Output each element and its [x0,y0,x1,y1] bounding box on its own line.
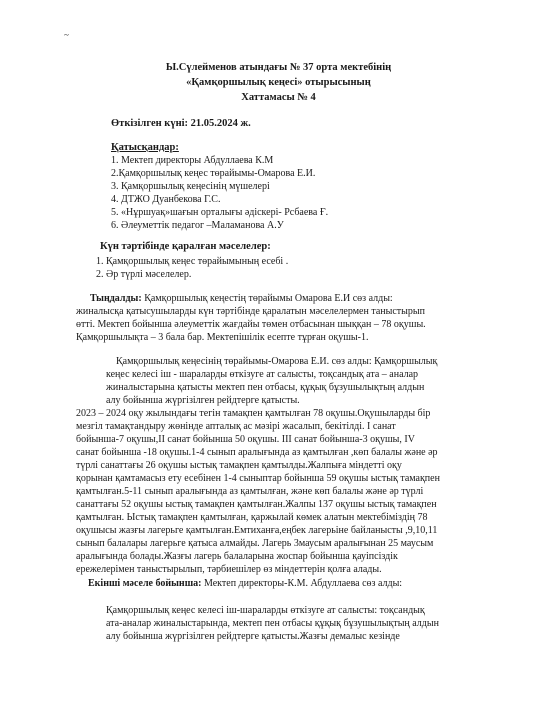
listened-line [90,292,393,305]
report-line: оқушысы жазғы лагерьге қамтылған.Емтиханға,еңбек лагерьіне байланысты ,9,10,11 [76,525,438,536]
closing-line: алу бойынша жүргізілген рейдтерге қатысты.Жазғы демалыс кезінде [106,631,400,642]
closing-line: Қамқоршылық кеңес келесі іш-шараларды өткізуге ат салысты: тоқсандық [106,605,425,616]
report-line: кеңес келесі іш - шараларды өткізуге ат салысты, тоқсандық ата – аналар [106,369,419,380]
report-line: Қамқоршылық кеңесінің төрайымы-Омарова Е.И. сөз алды: Қамқоршылық [116,356,438,367]
report-line: түрлі санаттағы 26 оқушы ыстық тамақпен қамтылды.Жалпыға міндетті оқу [76,460,402,471]
report-line: қорынан қамтамасыз ету есебінен 1-4 сыныптар бойынша 59 оқушы ыстық тамақпен [76,473,440,484]
document-title-line-2: «Қамқоршылық кеңесі» отырысының [186,77,371,88]
second-issue-line [88,577,402,590]
report-line: санаттағы 52 оқушы ыстық тамақпен қамтылған.Жалпы 137 оқушы ыстық тамақпен [76,499,437,510]
listened-text: Қамқоршылық кеңестің төрайымы Омарова Е.И сөз алды: [141,293,393,304]
listened-line: өтті. Мектеп бойынша әлеуметтік жағдайы төмен отбасынан шыққан – 78 оқушы. [76,319,426,330]
report-line: мезгіл тамақтандыру жөнінде апталық ас мәзірі жасалып, бекітілді. I санат [76,421,396,432]
closing-line: ата-аналар жиналыстарында, мектеп пен отбасы құқық бұзушылықтың алдын [106,618,439,629]
report-line: сынып балалары лагерьге қатыса алмайды. Лагерь 3маусым аралығынан 25 маусым [76,538,434,549]
document-title-line-1: Ы.Сүлейменов атындағы № 37 орта мектебінің [165,62,392,73]
second-issue-label: Екінші мәселе бойынша: [88,578,202,589]
participants-heading: Қатысқандар: [111,142,179,153]
report-line: аралығында болады.Жазғы лагерь балаларына жоспар бойынша қауіпсіздік [76,551,398,562]
listened-line: жиналысқа қатысушыларды күн тәртібінде қаралатын мәселелермен таныстырып [76,306,425,317]
report-line: жиналыстарына қатысты мектеп пен отбасы, құқық бұзушылықтың алдын [106,382,425,393]
report-line: қамтылған.5-11 сынып аралығында аз қамтылған, және көп балалы және әр түрлі [76,486,424,497]
second-issue-text: Мектеп директоры-К.М. Абдуллаева сөз алды: [201,578,403,589]
participant-item: 2.Қамқоршылық кеңес төрайымы-Омарова Е.И. [111,168,316,179]
listened-line: Қамқоршылықта – 3 бала бар. Мектепішілік есепте тұрған оқушы-1. [76,332,369,343]
participant-item: 4. ДТЖО Дуанбекова Г.С. [111,194,221,205]
participant-item: 1. Мектеп директоры Абдуллаева К.М [111,155,274,166]
participant-item: 6. Әлеуметтік педагог –Маламанова А.У [111,220,284,231]
listened-label: Тыңдалды: [90,293,142,304]
agenda-item: 2. Әр түрлі мәселелер. [96,269,192,280]
participant-item: 5. «Нұршуақ»шағын орталығы әдіскері- Рсбаева Ғ. [111,207,329,218]
agenda-item: 1. Қамқоршылық кеңес төрайымының есебі . [96,256,289,267]
report-line: 2023 – 2024 оқу жылындағы тегін тамақпен қамтылған 78 оқушы.Оқушыларды бір [76,408,431,419]
meeting-date: Өткізілген күні: 21.05.2024 ж. [111,118,251,129]
report-line: ережелерімен таныстырылып, тәрбиешілер өз міндеттерін қолға алады. [76,564,382,575]
report-line: алу бойынша жүргізілген рейдтерге қатысты. [106,395,300,406]
participant-item: 3. Қамқоршылық кеңесінің мүшелері [111,181,270,192]
agenda-heading: Күн тәртібінде қаралған мәселелер: [100,241,271,252]
report-line: қамтылған. Ыстық тамақпен қамтылған, қаржылай көмек алатын мектебіміздің 78 [76,512,428,523]
report-line: бойынша-7 оқушы,II санат бойынша 50 оқушы. III санат бойынша-3 оқушы, IV [76,434,415,445]
document-title-line-3: Хаттамасы № 4 [241,92,316,103]
report-line: санат бойынша -18 оқушы.1-4 сынып аралығында аз қамтылған ,көп балалы және әр [76,447,438,458]
scan-mark: ~ [64,30,69,40]
